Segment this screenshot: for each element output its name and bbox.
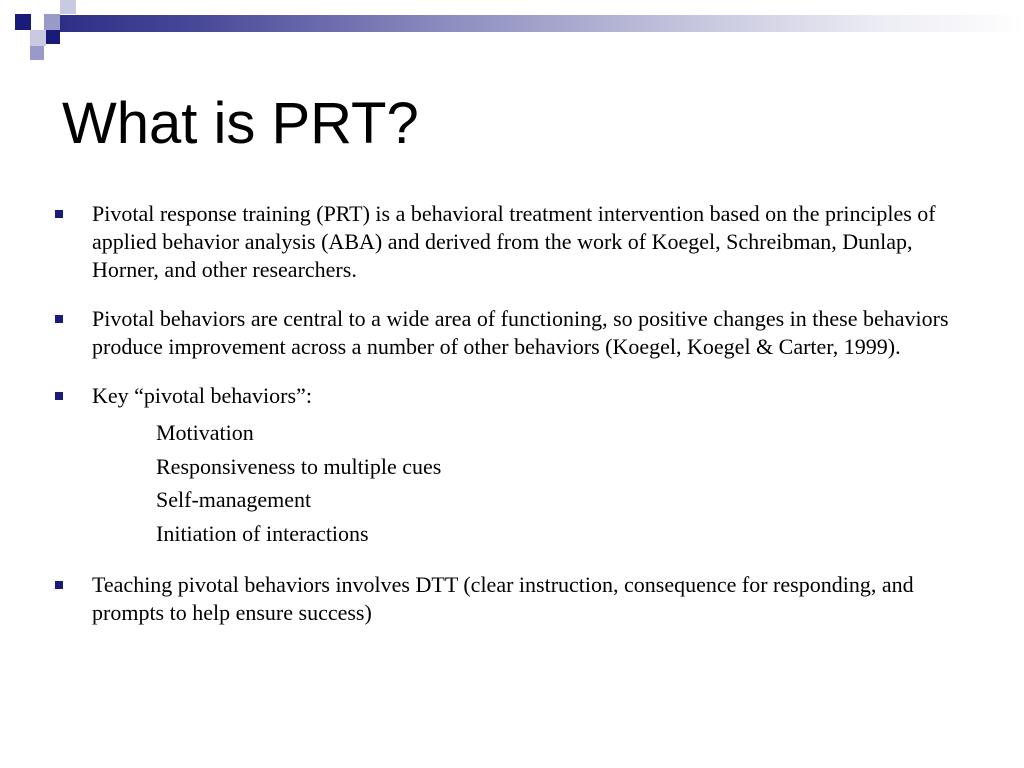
header-square-dark — [15, 14, 31, 30]
sub-item: Initiation of interactions — [156, 520, 369, 546]
header-gradient-bar — [60, 15, 1024, 32]
bullet-text: Teaching pivotal behaviors involves DTT (clear instruction, consequence for responding, and prompts to help ensure success) — [92, 572, 914, 625]
bullet-text: Key “pivotal behaviors”: — [92, 383, 312, 408]
bullet-list — [55, 200, 955, 648]
header-square-mid — [44, 14, 60, 30]
sub-list — [92, 416, 955, 550]
bullet-text: Pivotal behaviors are central to a wide area of functioning, so positive changes in these behaviors produce improvement across a number of other behaviors (Koegel, Koegel & Carter, 1999). — [92, 306, 949, 359]
bullet-text: Pivotal response training (PRT) is a behavioral treatment intervention based on the principles of applied behavior analysis (ABA) and derived from the work of Koegel, Schreibman, Dunlap, Horner, and other researchers. — [92, 201, 936, 282]
square-bullet-icon — [55, 210, 63, 218]
bullet-item — [55, 382, 955, 550]
sub-item: Responsiveness to multiple cues — [156, 453, 442, 479]
square-bullet-icon — [55, 392, 63, 400]
header-square-dark — [46, 30, 60, 44]
header-square-light — [30, 30, 46, 46]
bullet-item — [55, 305, 955, 361]
bullet-item — [55, 571, 955, 627]
header-square-light — [60, 0, 76, 14]
header-square-mid — [30, 46, 44, 60]
sub-item: Motivation — [156, 420, 254, 445]
square-bullet-icon — [55, 581, 63, 589]
bullet-item — [55, 200, 955, 284]
decorative-header — [0, 0, 1024, 70]
sub-item: Self-management — [156, 487, 312, 512]
slide-title: What is PRT? — [62, 91, 419, 156]
square-bullet-icon — [55, 315, 63, 323]
